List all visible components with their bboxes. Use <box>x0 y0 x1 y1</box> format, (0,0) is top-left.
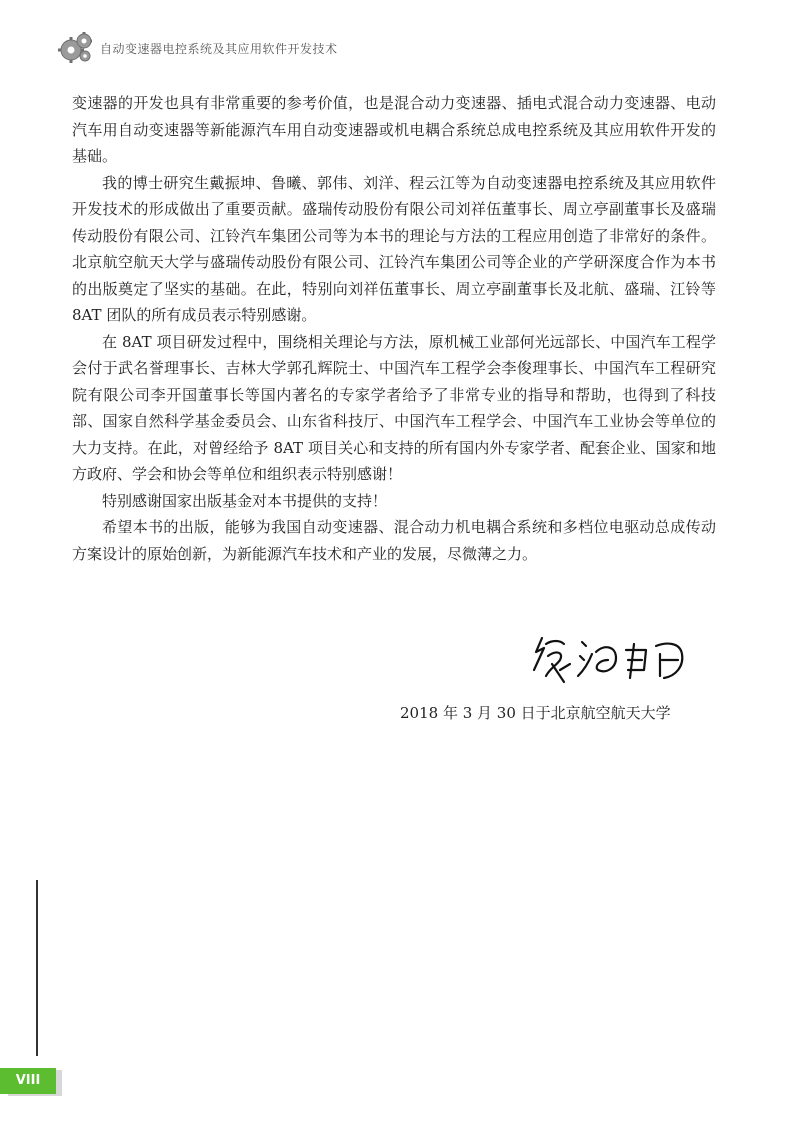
date-line: 2018 年 3 月 30 日于北京航空航天大学 <box>400 704 671 722</box>
margin-rule <box>36 880 38 1056</box>
running-header <box>56 28 756 68</box>
body-text <box>72 90 716 567</box>
paragraph: 特别感谢国家出版基金对本书提供的支持！ <box>102 491 388 510</box>
page-number-tab <box>0 1068 52 1096</box>
paragraph: 在 8AT 项目研发过程中，围绕相关理论与方法，原机械工业部何光远部长、中国汽车工程学会付于武名誉理事长、吉林大学郭孔辉院士、中国汽车工程学会李俊理事长、中国汽车工程研究院有限公司李开国董事长等国内著名的专家学者给予了非常专业的指导和帮助，也得到了科技部、国家自然科学基金委员会、山东省科技厅、中国汽车工程学会、中国汽车工业协会等单位的大力支持。在此，对曾经给予 8AT 项目关心和支持的所有国内外专家学者、配套企业、国家和地方政府、学会和协会等单位和组织表示特别感谢！ <box>72 332 716 483</box>
paragraph: 我的博士研究生戴振坤、鲁曦、郭伟、刘洋、程云江等为自动变速器电控系统及其应用软件开发技术的形成做出了重要贡献。盛瑞传动股份有限公司刘祥伍董事长、周立亭副董事长及盛瑞传动股份有限公司、江铃汽车集团公司等为本书的理论与方法的工程应用创造了非常好的条件。北京航空航天大学与盛瑞传动股份有限公司、江铃汽车集团公司等企业的产学研深度合作为本书的出版奠定了坚实的基础。在此，特别向刘祥伍董事长、周立亭副董事长及北航、盛瑞、江铃等 8AT 团队的所有成员表示特别感谢。 <box>72 173 716 324</box>
paragraph: 希望本书的出版，能够为我国自动变速器、混合动力机电耦合系统和多档位电驱动总成传动方案设计的原始创新，为新能源汽车技术和产业的发展，尽微薄之力。 <box>72 518 716 563</box>
handwritten-signature <box>530 630 700 686</box>
page-number: VIII <box>0 1068 56 1094</box>
header-title: 自动变速器电控系统及其应用软件开发技术 <box>100 42 338 56</box>
gears-icon <box>56 28 96 66</box>
paragraph: 变速器的开发也具有非常重要的参考价值，也是混合动力变速器、插电式混合动力变速器、电动汽车用自动变速器等新能源汽车用自动变速器或机电耦合系统总成电控系统及其应用软件开发的基础。 <box>72 94 716 165</box>
